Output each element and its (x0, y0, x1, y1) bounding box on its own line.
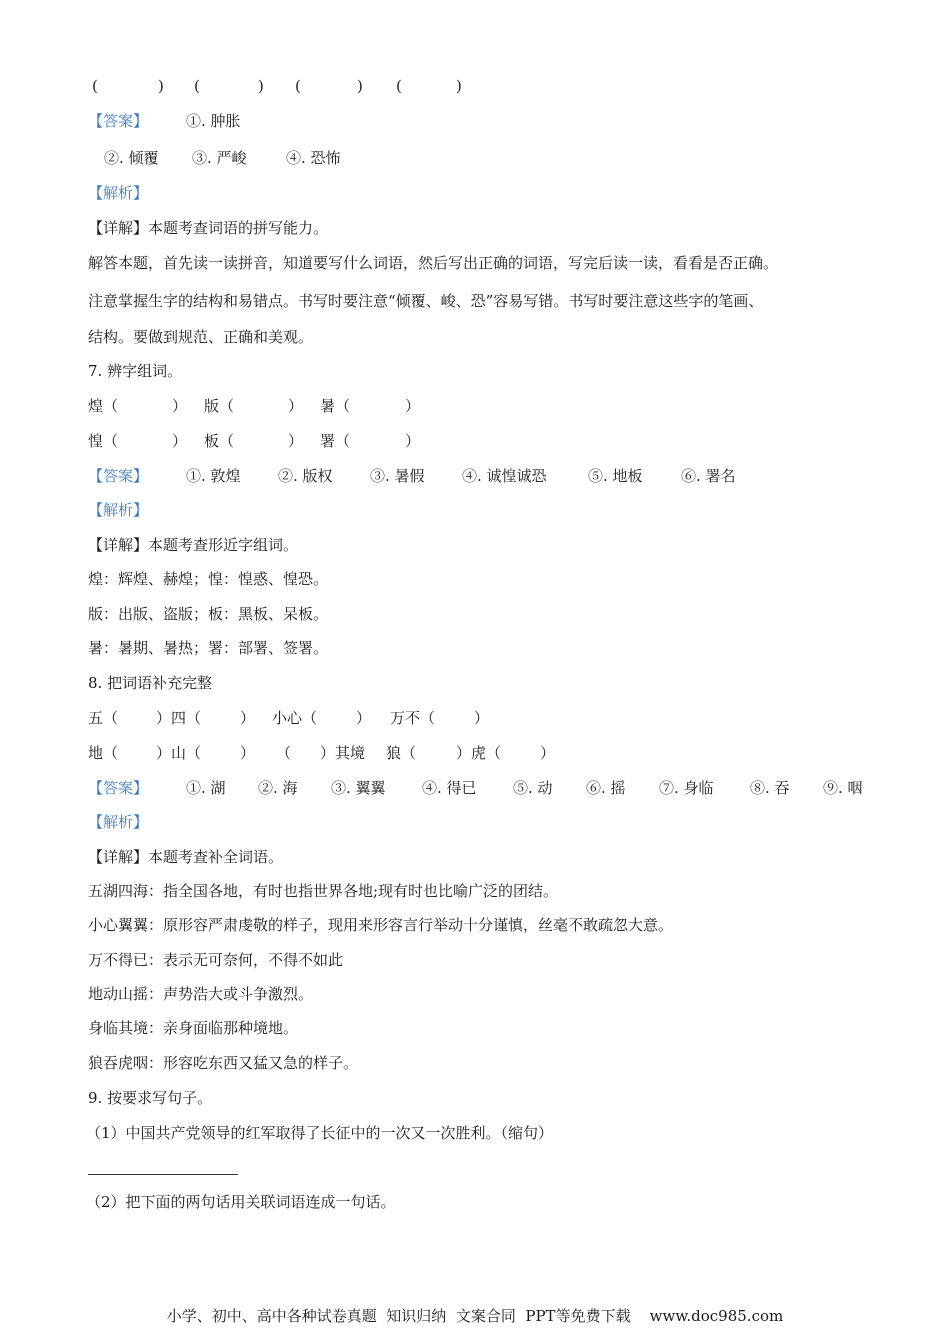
fill-blank: 署（ (320, 432, 351, 450)
paragraph: 结构。要做到规范、正确和美观。 (88, 328, 314, 346)
detail-heading: 【详解】本题考查词语的拼写能力。 (88, 219, 329, 237)
fill-blank: ） (240, 744, 256, 762)
blank-paren: ( (396, 77, 402, 95)
answer: ②. 版权 (278, 467, 333, 485)
detail-heading: 【详解】本题考查补全词语。 (88, 848, 284, 866)
fill-blank: ） (474, 709, 490, 727)
fill-blank: 万不（ (390, 709, 436, 727)
answer: ①. 湖 (186, 779, 226, 797)
answer: ③. 暑假 (370, 467, 425, 485)
fill-blank: ） (288, 432, 304, 450)
analysis-tag: 【解析】 (88, 184, 149, 202)
blank-paren: ) (258, 77, 264, 95)
answer: ③. 翼翼 (331, 779, 386, 797)
blank-paren: ) (357, 77, 363, 95)
fill-blank: 煌（ (88, 397, 119, 415)
fill-blank: 五（ (88, 709, 119, 727)
fill-blank: 小心（ (272, 709, 318, 727)
explanation-line: 煌：辉煌、赫煌；惶：惶惑、惶恐。 (88, 570, 329, 588)
answer: ⑤. 地板 (588, 467, 643, 485)
fill-blank: ） (240, 709, 256, 727)
explanation-line: 小心翼翼：原形容严肃虔敬的样子，现用来形容言行举动十分谨慎，丝毫不敢疏忽大意。 (88, 916, 674, 934)
answer-tag: 【答案】 (88, 467, 149, 485)
fill-blank: ） (405, 397, 421, 415)
explanation-line: 地动山摇：声势浩大或斗争激烈。 (88, 985, 314, 1003)
page-footer: 小学、初中、高中各种试卷真题 知识归纳 文案合同 PPT等免费下载 www.doc985.com (166, 1307, 784, 1325)
question-title: 7. 辨字组词。 (88, 362, 183, 380)
fill-blank: ） (172, 397, 188, 415)
answer: ②. 倾覆 (104, 149, 159, 167)
blank-paren: ( (92, 77, 98, 95)
blank-paren: ( (295, 77, 301, 95)
sub-question: （2）把下面的两句话用关联词语连成一句话。 (86, 1193, 396, 1211)
paragraph: 注意掌握生字的结构和易错点。书写时要注意“倾覆、峻、恐”容易写错。书写时要注意这些字的笔画、 (88, 292, 764, 310)
fill-blank: 惶（ (88, 432, 119, 450)
detail-heading: 【详解】本题考查形近字组词。 (88, 536, 299, 554)
fill-blank: ） (356, 709, 372, 727)
explanation-line: 身临其境：亲身面临那种境地。 (88, 1019, 299, 1037)
explanation-line: 万不得已：表示无可奈何，不得不如此 (88, 951, 344, 969)
answer-line (88, 1174, 238, 1175)
answer: ⑤. 动 (513, 779, 553, 797)
fill-blank: 暑（ (320, 397, 351, 415)
explanation-line: 暑：暑期、暑热；署：部署、签署。 (88, 639, 329, 657)
fill-blank: ）四（ (156, 709, 202, 727)
answer: ③. 严峻 (192, 149, 247, 167)
answer: ④. 恐怖 (286, 149, 341, 167)
analysis-tag: 【解析】 (88, 813, 149, 831)
fill-blank: 版（ (204, 397, 235, 415)
blank-paren: ) (158, 77, 164, 95)
answer: ①. 肿胀 (186, 112, 241, 130)
answer-tag: 【答案】 (88, 779, 149, 797)
fill-blank: ） (288, 397, 304, 415)
answer: ⑧. 吞 (750, 779, 790, 797)
answer: ⑥. 摇 (586, 779, 626, 797)
blank-paren: ( (194, 77, 200, 95)
analysis-tag: 【解析】 (88, 501, 149, 519)
sub-question: （1）中国共产党领导的红军取得了长征中的一次又一次胜利。（缩句） (86, 1124, 554, 1142)
answer: ④. 得已 (422, 779, 477, 797)
answer: ①. 敦煌 (186, 467, 241, 485)
answer: ④. 诚惶诚恐 (462, 467, 547, 485)
fill-blank: ） (405, 432, 421, 450)
fill-blank: ） (172, 432, 188, 450)
fill-blank: （ (276, 744, 292, 762)
blank-paren: ) (456, 77, 462, 95)
fill-blank: ）其境 (320, 744, 366, 762)
answer: ⑥. 署名 (681, 467, 736, 485)
answer-tag: 【答案】 (88, 112, 149, 130)
question-title: 8. 把词语补充完整 (88, 674, 213, 692)
explanation-line: 五湖四海：指全国各地，有时也指世界各地;现有时也比喻广泛的团结。 (88, 882, 559, 900)
explanation-line: 狼吞虎咽：形容吃东西又猛又急的样子。 (88, 1054, 359, 1072)
explanation-line: 版：出版、盗版；板：黑板、呆板。 (88, 605, 329, 623)
fill-blank: ）虎（ (456, 744, 502, 762)
answer: ⑨. 咽 (823, 779, 863, 797)
fill-blank: 狼（ (386, 744, 417, 762)
answer: ②. 海 (258, 779, 298, 797)
fill-blank: ） (540, 744, 556, 762)
fill-blank: 地（ (88, 744, 119, 762)
fill-blank: ）山（ (156, 744, 202, 762)
fill-blank: 板（ (204, 432, 235, 450)
answer: ⑦. 身临 (659, 779, 714, 797)
question-title: 9. 按要求写句子。 (88, 1089, 213, 1107)
paragraph: 解答本题，首先读一读拼音，知道要写什么词语，然后写出正确的词语，写完后读一读，看看是否正确。 (88, 254, 779, 272)
